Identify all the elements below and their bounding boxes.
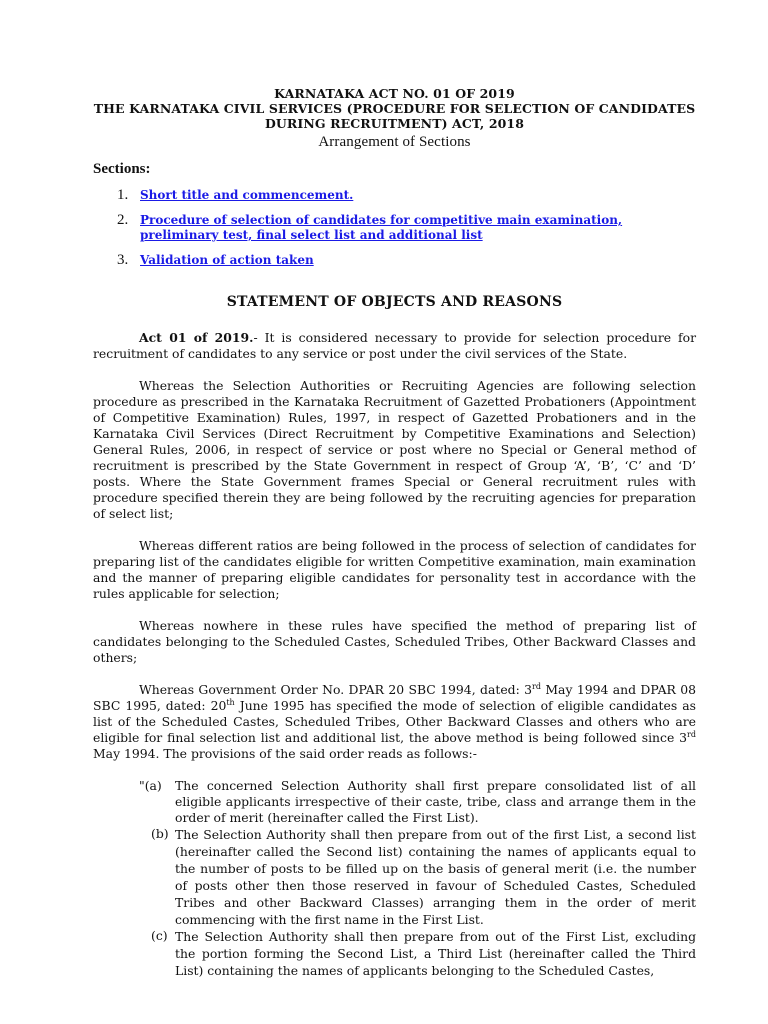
paragraph-nowhere-specified: Whereas nowhere in these rules have specified the method of preparing list of candidates belonging to the Scheduled Castes, Scheduled Tribes, Other Backward Classes and others;: [93, 618, 696, 665]
ordinal-sup: rd: [687, 729, 696, 739]
section-item-1: [117, 188, 696, 203]
act-title-line-2: DURING RECRUITMENT) ACT, 2018: [264, 116, 525, 131]
statement-heading: STATEMENT OF OBJECTS AND REASONS: [226, 294, 563, 310]
clause-text: The Selection Authority shall then prepare from out of the first List, a second list (hereinafter called the Second list) containing the names of applicants equal to the number of posts to be filled up on the basis of general merit (i.e. the number of posts other then those reserved in favour of Scheduled Castes, Scheduled Tribes and other Backward Classes) arranging them in the order of merit commencing with the first name in the First List.: [175, 827, 696, 927]
clause-label: "(a): [139, 778, 162, 793]
arrangement-heading: Arrangement of Sections: [318, 134, 471, 150]
ordinal-sup: rd: [532, 681, 541, 691]
paragraph-act-intro: [93, 330, 696, 362]
go-text-1: Whereas Government Order No. DPAR 20 SBC 1994, dated: 3: [139, 682, 533, 697]
order-clauses: [139, 778, 696, 979]
section-link-procedure-of-selection[interactable]: Procedure of selection of candidates for competitive main examination, preliminary test, final select list and additional list: [140, 213, 623, 242]
go-text-3: June 1995 has specified the mode of selection of eligible candidates as list of the Scheduled Castes, Scheduled Tribes, Other Backward Classes and others who are eligible for final selection list and additional list, the above method is being followed since 3: [93, 698, 696, 745]
clause-label: (b): [151, 826, 169, 841]
act-title-line-1: THE KARNATAKA CIVIL SERVICES (PROCEDURE FOR SELECTION OF CANDIDATES: [93, 101, 696, 116]
clause-text: The concerned Selection Authority shall first prepare consolidated list of all eligible applicants irrespective of their caste, tribe, class and arrange them in the order of merit (hereinafter called the First List).: [175, 778, 696, 825]
section-link-validation[interactable]: Validation of action taken: [140, 253, 314, 267]
section-item-3: [117, 253, 696, 268]
section-number: 3.: [117, 252, 129, 268]
section-item-2: [117, 213, 696, 243]
sections-list: [93, 188, 696, 268]
act-number: KARNATAKA ACT NO. 01 OF 2019: [274, 86, 515, 101]
clause-b: [151, 826, 696, 928]
section-link-short-title[interactable]: Short title and commencement.: [140, 188, 354, 202]
paragraph-government-order: [93, 682, 696, 762]
go-text-4: May 1994. The provisions of the said order reads as follows:-: [93, 746, 477, 761]
clause-label: (c): [151, 928, 168, 943]
act-lead: Act 01 of 2019.: [139, 330, 254, 345]
ordinal-sup: th: [226, 697, 235, 707]
clause-a: [139, 778, 696, 826]
go-text-2: May 1994 and DPAR 08 SBC 1995, dated: 20: [93, 682, 696, 713]
section-number: 2.: [117, 212, 129, 228]
paragraph-different-ratios: Whereas different ratios are being followed in the process of selection of candidates for preparing list of the candidates eligible for written Competitive examination, main examination and the manner of preparing eligible candidates for personality test in accordance with the rules applicable for selection;: [93, 538, 696, 601]
clause-text: The Selection Authority shall then prepare from out of the First List, excluding the portion forming the Second List, a Third List (hereinafter called the Third List) containing the names of applicants belonging to the Scheduled Castes,: [175, 929, 696, 978]
clause-c: [151, 928, 696, 979]
section-number: 1.: [117, 187, 129, 203]
act-intro-text: - It is considered necessary to provide for selection procedure for recruitment of candidates to any service or post under the civil services of the State.: [93, 330, 696, 361]
sections-label: Sections:: [93, 161, 151, 177]
paragraph-selection-authorities: Whereas the Selection Authorities or Recruiting Agencies are following selection procedure as prescribed in the Karnataka Recruitment of Gazetted Probationers (Appointment of Competitive Examination) Rules, 1997, in respect of Gazetted Probationers and in the Karnataka Civil Services (Direct Recruitment by Competitive Examinations and Selection) General Rules, 2006, in respect of service or post where no Special or General method of recruitment is prescribed by the State Government in respect of Group ‘A’, ‘B’, ‘C’ and ‘D’ posts. Where the State Government frames Special or General recruitment rules with procedure specified therein they are being followed by the recruiting agencies for preparation of select list;: [93, 378, 696, 521]
